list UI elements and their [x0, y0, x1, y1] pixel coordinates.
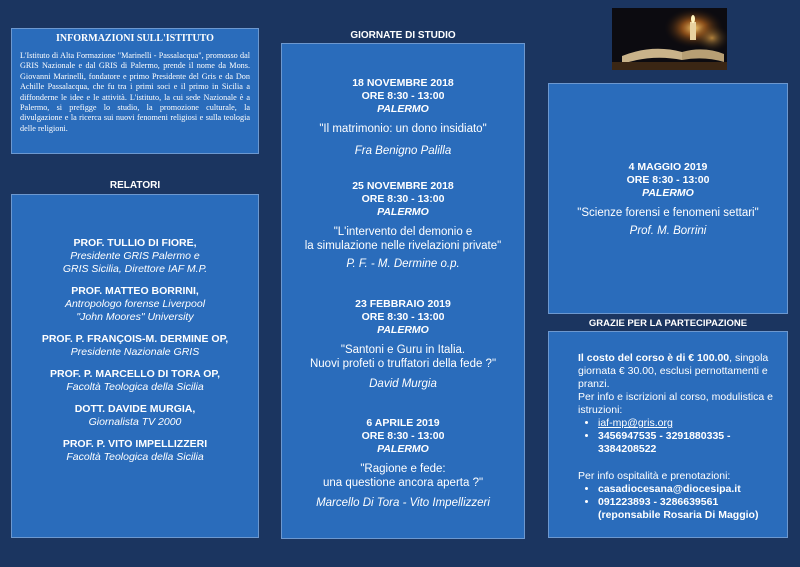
event-city: PALERMO	[377, 103, 429, 115]
event-city: PALERMO	[642, 187, 694, 199]
email-link[interactable]: • casadiocesana@diocesipa.it	[598, 483, 777, 496]
info-iscrizioni: Per info e iscrizioni al corso, modulistica e istruzioni:	[578, 391, 773, 416]
event-speaker: Fra Benigno Palilla	[354, 145, 452, 157]
contact-person: (reponsabile Rosaria Di Maggio)	[598, 509, 759, 521]
event-block	[282, 417, 524, 510]
email-link[interactable]: • iaf-mp@gris.org	[598, 417, 777, 430]
event-title-line2: una questione ancora aperta ?"	[322, 477, 484, 489]
event-date: 4 MAGGIO 2019	[628, 161, 708, 173]
relatore-item	[12, 368, 258, 394]
relatore-name: PROF. P. FRANÇOIS-M. DERMINE OP,	[41, 333, 229, 345]
relatore-name: PROF. P. VITO IMPELLIZZERI	[62, 438, 208, 450]
event-time: ORE 8:30 - 13:00	[361, 90, 445, 102]
event-title: "Scienze forensi e fenomeni settari"	[577, 207, 759, 219]
relatore-role: "John Moores" University	[76, 311, 194, 323]
cost-bold: Il costo del corso è di € 100.00	[578, 352, 730, 364]
event-time: ORE 8:30 - 13:00	[361, 193, 445, 205]
event-speaker: P. F. - M. Dermine o.p.	[346, 258, 460, 270]
phone-numbers: • 091223893 - 3286639561	[598, 496, 777, 509]
book-candle-photo	[612, 8, 727, 70]
event-time: ORE 8:30 - 13:00	[361, 311, 445, 323]
event-city: PALERMO	[377, 324, 429, 336]
event-speaker: Marcello Di Tora - Vito Impellizzeri	[316, 497, 490, 509]
event-title: "Ragione e fede:	[360, 463, 446, 475]
event-date: 23 FEBBRAIO 2019	[355, 298, 451, 310]
relatore-role: Facoltà Teologica della Sicilia	[66, 381, 204, 393]
phone-numbers: • 3456947535 - 3291880335 - 3384208522	[598, 430, 777, 456]
event-speaker: Prof. M. Borrini	[629, 225, 707, 237]
event-city: PALERMO	[377, 206, 429, 218]
event-date: 6 APRILE 2019	[366, 417, 440, 429]
info-panel	[11, 28, 259, 154]
cost-text	[578, 352, 777, 391]
info-ospitalita: Per info ospitalità e prenotazioni:	[578, 470, 731, 482]
contact-list-2	[578, 483, 777, 509]
relatore-role: Antropologo forense Liverpool	[64, 298, 206, 310]
event-title-line2: la simulazione nelle rivelazioni private"	[304, 240, 502, 252]
relatore-name: DOTT. DAVIDE MURGIA,	[74, 403, 196, 415]
event-title: "Santoni e Guru in Italia.	[340, 344, 466, 356]
giornate-header: GIORNATE DI STUDIO	[350, 30, 456, 41]
relatore-item	[12, 333, 258, 359]
contact-list-1	[578, 417, 777, 456]
maggio-panel	[548, 83, 788, 314]
event-city: PALERMO	[377, 443, 429, 455]
event-title: "L'intervento del demonio e	[333, 226, 473, 238]
relatore-role: Facoltà Teologica della Sicilia	[66, 451, 204, 463]
relatore-name: PROF. TULLIO DI FIORE,	[73, 237, 197, 249]
event-title-line2: Nuovi profeti o truffatori della fede ?"	[309, 358, 497, 370]
relatore-role: GRIS Sicilia, Direttore IAF M.P.	[62, 263, 208, 275]
relatore-item	[12, 438, 258, 464]
event-time: ORE 8:30 - 13:00	[626, 174, 710, 186]
event-time: ORE 8:30 - 13:00	[361, 430, 445, 442]
relatore-item	[12, 285, 258, 324]
event-speaker: David Murgia	[369, 378, 437, 390]
relatori-header: RELATORI	[109, 180, 161, 191]
giornate-panel	[281, 43, 525, 539]
event-title: "Il matrimonio: un dono insidiato"	[319, 123, 487, 135]
relatore-role: Giornalista TV 2000	[88, 416, 182, 428]
cost-rest: , singola giornata € 30.00, esclusi pernottamenti e pranzi.	[578, 352, 769, 390]
event-block	[282, 77, 524, 158]
info-header: INFORMAZIONI SULL'ISTITUTO	[56, 33, 214, 44]
event-block	[282, 180, 524, 271]
relatori-panel	[11, 194, 259, 538]
event-block	[282, 298, 524, 391]
event-date: 25 NOVEMBRE 2018	[352, 180, 454, 192]
grazie-panel	[548, 331, 788, 538]
relatore-item	[12, 403, 258, 429]
grazie-header: GRAZIE PER LA PARTECIPAZIONE	[588, 318, 748, 329]
event-date: 18 NOVEMBRE 2018	[352, 77, 454, 89]
relatore-name: PROF. P. MARCELLO DI TORA OP,	[50, 368, 220, 380]
relatore-item	[12, 237, 258, 276]
relatore-role: Presidente Nazionale GRIS	[70, 346, 200, 358]
relatore-role: Presidente GRIS Palermo e	[70, 250, 200, 262]
info-text: L'Istituto di Alta Formazione "Marinelli - Passalacqua", promosso dal GRIS Nazionale e dal GRIS di Palermo, prende il nome da Mons. Giovanni Marinelli, fondatore e primo Presidente del Gris e da Don Achille Passalacqua, che fu tra i primi soci e il primo in Sicilia a diffonderne le idee e le attività. L'istituto, la cui sede Nazionale è a Palermo, si prefigge lo studio, la promozione culturale, la divulgazione e la ricerca sui nuovi fenomeni religiosi e sulla teologia delle religioni.	[20, 51, 250, 133]
relatore-name: PROF. MATTEO BORRINI,	[71, 285, 199, 297]
